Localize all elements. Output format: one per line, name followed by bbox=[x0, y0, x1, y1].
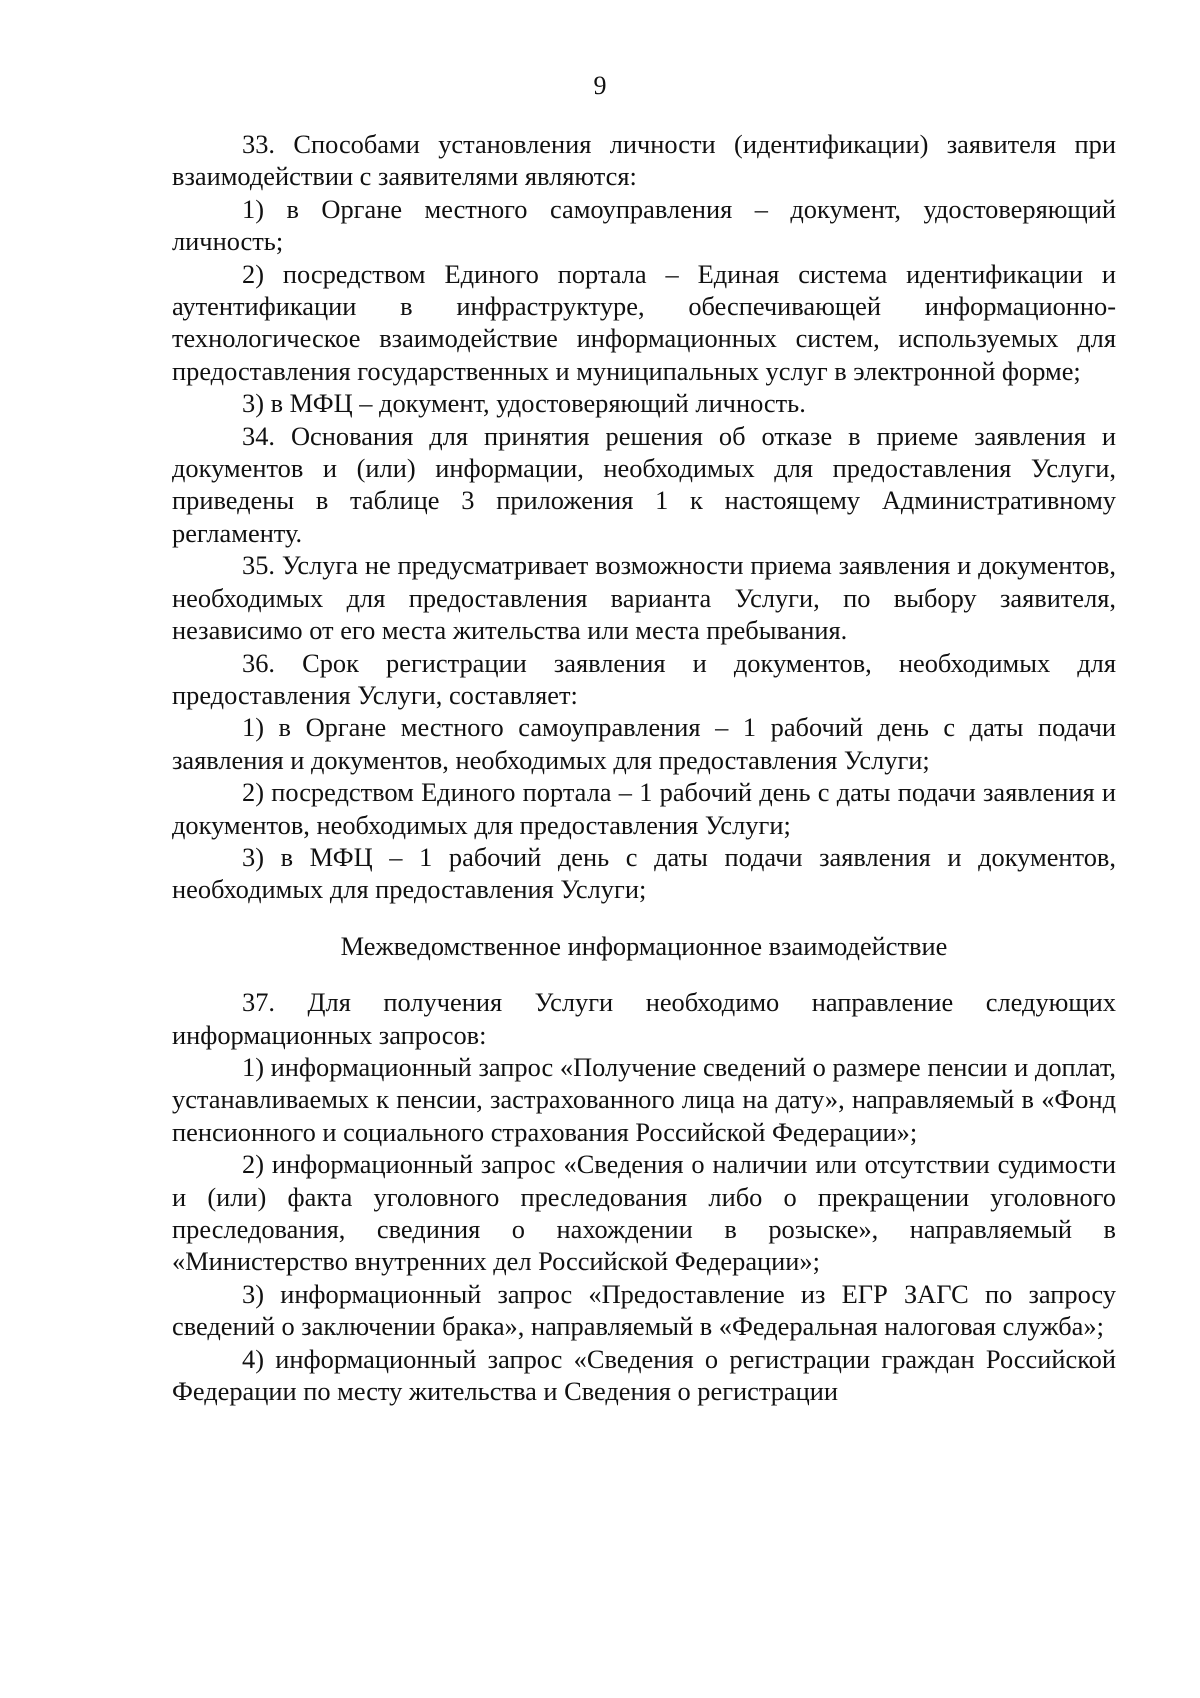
paragraph-33-item-2: 2) посредством Единого портала – Единая система идентификации и аутентификации в инфраструктуре, обеспечивающей информационно-технологическое взаимодействие информационных систем, используемых для предоставления государственных и муниципальных услуг в электронной форме; bbox=[172, 258, 1116, 386]
paragraph-37: 37. Для получения Услуги необходимо направление следующих информационных запросов: bbox=[172, 987, 1116, 1050]
paragraph-35: 35. Услуга не предусматривает возможности приема заявления и документов, необходимых для предоставления варианта Услуги, по выбору заявителя, независимо от его места жительства или места пребывания. bbox=[172, 550, 1116, 646]
paragraph-33: 33. Способами установления личности (идентификации) заявителя при взаимодействии с заявителями являются: bbox=[172, 129, 1116, 192]
paragraph-33-item-1: 1) в Органе местного самоуправления – документ, удостоверяющий личность; bbox=[172, 193, 1116, 257]
paragraph-34: 34. Основания для принятия решения об отказе в приеме заявления и документов и (или) информации, необходимых для предоставления Услуги, приведены в таблице 3 приложения 1 к настоящему Административному регламенту. bbox=[172, 420, 1116, 548]
paragraph-36: 36. Срок регистрации заявления и документов, необходимых для предоставления Услуги, составляет: bbox=[172, 647, 1116, 710]
paragraph-37-item-4: 4) информационный запрос «Сведения о регистрации граждан Российской Федерации по месту жительства и Сведения о регистрации bbox=[172, 1343, 1116, 1407]
paragraph-33-item-3: 3) в МФЦ – документ, удостоверяющий личность. bbox=[242, 388, 806, 419]
paragraph-36-item-2: 2) посредством Единого портала – 1 рабочий день с даты подачи заявления и документов, необходимых для предоставления Услуги; bbox=[172, 777, 1116, 840]
paragraph-37-item-3: 3) информационный запрос «Предоставление из ЕГР ЗАГС по запросу сведений о заключении брака», направляемый в «Федеральная налоговая служба»; bbox=[172, 1278, 1116, 1342]
paragraph-37-item-1: 1) информационный запрос «Получение сведений о размере пенсии и доплат, устанавливаемых к пенсии, застрахованного лица на дату», направляемый в «Фонд пенсионного и социального страхования Российской Федерации»; bbox=[172, 1051, 1116, 1147]
paragraph-36-item-1: 1) в Органе местного самоуправления – 1 рабочий день с даты подачи заявления и документов, необходимых для предоставления Услуги; bbox=[172, 712, 1116, 775]
document-body bbox=[172, 128, 1116, 1407]
paragraph-37-item-2: 2) информационный запрос «Сведения о наличии или отсутствии судимости и (или) факта уголовного преследования либо о прекращении уголовного преследования, свединия о нахождении в розыске», направляемый в «Министерство внутренних дел Российской Федерации»; bbox=[172, 1149, 1116, 1277]
section-heading: Межведомственное информационное взаимодействие bbox=[340, 930, 948, 961]
paragraph-36-item-3: 3) в МФЦ – 1 рабочий день с даты подачи заявления и документов, необходимых для предоставления Услуги; bbox=[172, 841, 1116, 905]
page-number: 9 bbox=[593, 71, 607, 100]
